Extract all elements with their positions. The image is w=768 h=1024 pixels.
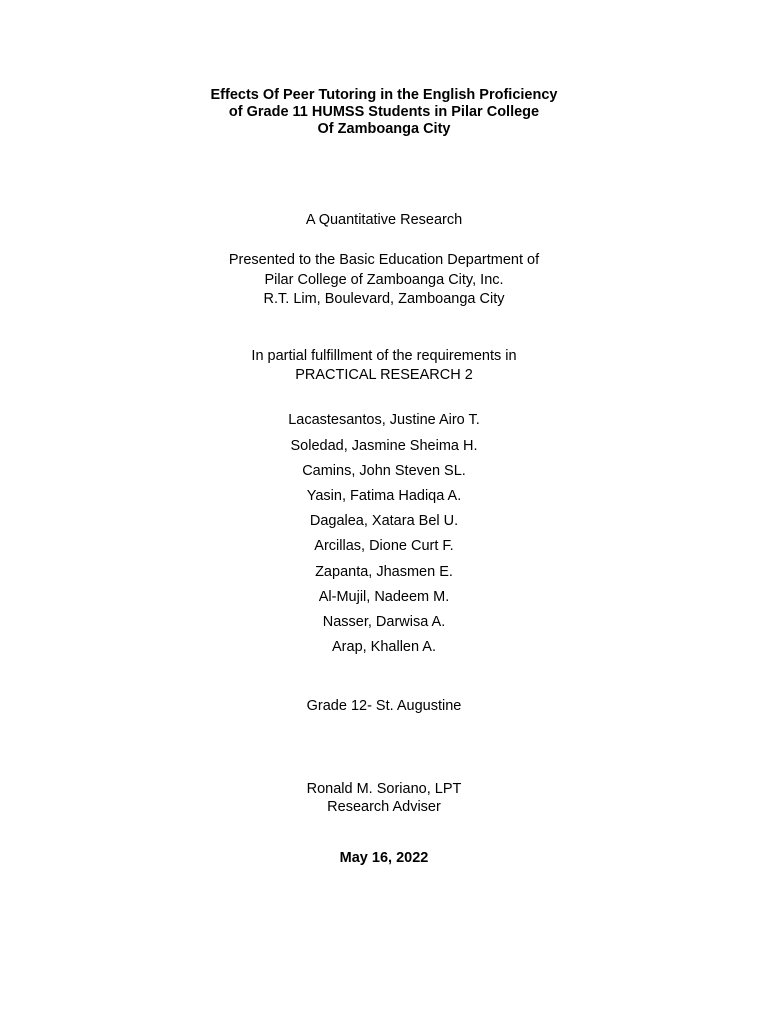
author-10: Arap, Khallen A. [332,639,436,655]
adviser-role: Research Adviser [327,799,441,815]
author-1: Lacastesantos, Justine Airo T. [288,412,480,428]
presentation-line-1: Presented to the Basic Education Department of [228,252,540,268]
author-5: Dagalea, Xatara Bel U. [309,513,459,529]
grade-section: Grade 12- St. Augustine [306,698,462,714]
author-4: Yasin, Fatima Hadiqa A. [306,488,462,504]
submission-date: May 16, 2022 [339,850,429,866]
author-8: Al-Mujil, Nadeem M. [318,589,450,605]
author-3: Camins, John Steven SL. [302,463,466,479]
author-6: Arcillas, Dione Curt F. [314,538,454,554]
title-line-2: of Grade 11 HUMSS Students in Pilar College [228,104,540,120]
author-9: Nasser, Darwisa A. [322,614,446,630]
presentation-line-3: R.T. Lim, Boulevard, Zamboanga City [263,291,505,307]
research-type: A Quantitative Research [305,212,463,228]
adviser-name: Ronald M. Soriano, LPT [306,781,462,797]
author-2: Soledad, Jasmine Sheima H. [290,438,478,454]
title-line-3: Of Zamboanga City [317,121,451,137]
title-line-1: Effects Of Peer Tutoring in the English Proficiency [210,87,558,103]
fulfillment-line-2: PRACTICAL RESEARCH 2 [295,367,473,383]
fulfillment-line-1: In partial fulfillment of the requirements in [251,348,517,364]
presentation-line-2: Pilar College of Zamboanga City, Inc. [264,272,504,288]
author-7: Zapanta, Jhasmen E. [315,564,453,580]
